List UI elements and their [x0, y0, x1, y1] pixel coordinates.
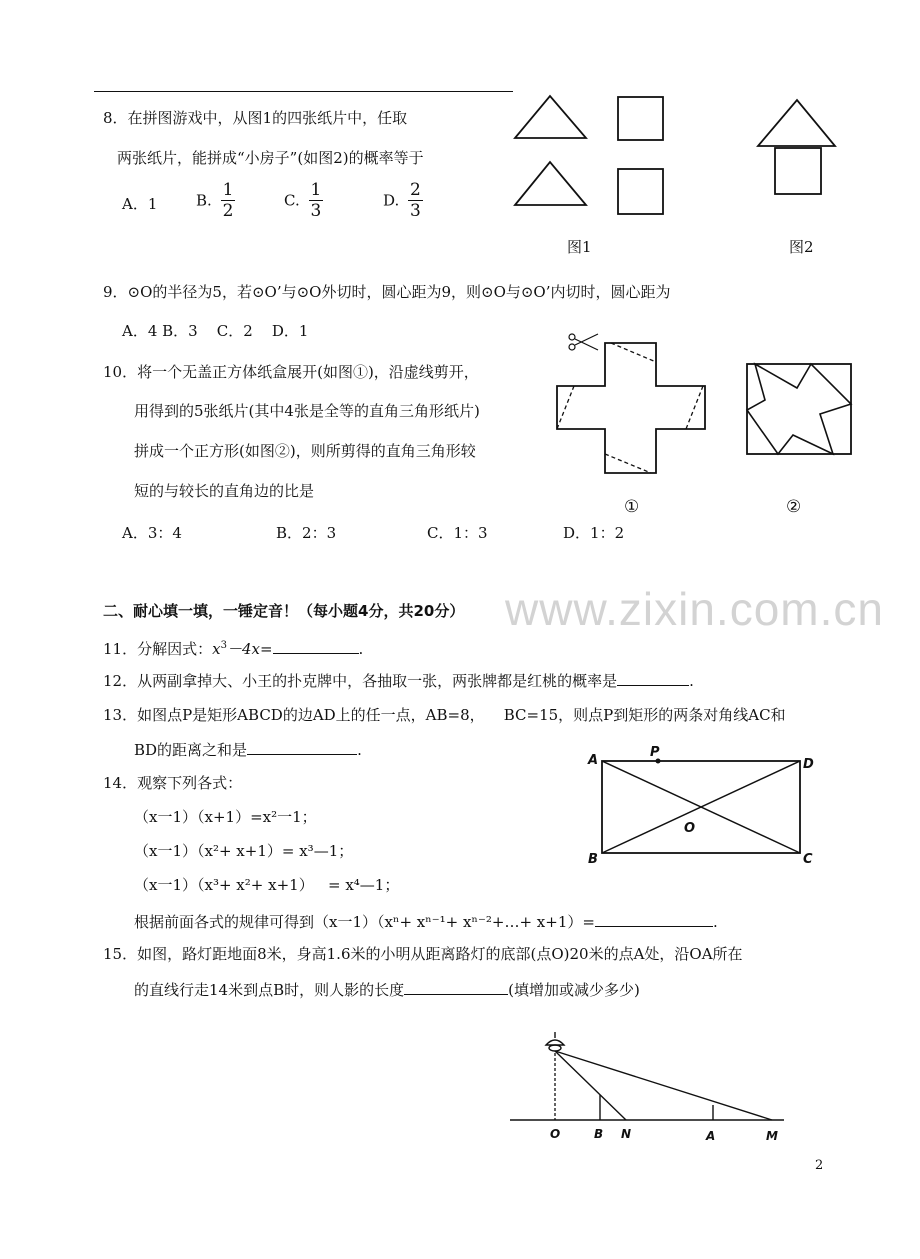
q10-line4: 短的与较长的直角边的比是	[134, 482, 315, 500]
lamp-icon	[546, 1032, 564, 1051]
q10-option-a: A．3：4	[122, 524, 182, 542]
q11-expr-x: x	[212, 640, 221, 658]
q11-expr-rest: －4x	[226, 640, 260, 658]
q10-line1: 10．将一个无盖正方体纸盒展开(如图①)，沿虚线剪开，	[103, 363, 479, 381]
q14-equation-1: （x一1）（x+1）=x²一1；	[134, 808, 317, 826]
q8-figure-2-caption: 图2	[789, 238, 814, 256]
page-number: 2	[815, 1158, 824, 1173]
q8-fraction-c-den: 3	[310, 201, 322, 221]
scissors-icon	[569, 334, 598, 350]
triangle-piece-1	[515, 96, 586, 138]
cross-net-outline	[557, 343, 705, 473]
q15-line2-end: (填增加或减少多少)	[508, 981, 640, 999]
q15-answer-blank[interactable]	[404, 978, 508, 995]
q11-answer-blank[interactable]	[273, 637, 359, 654]
q14-equation-2: （x一1）（x²+ x+1）= x³—1；	[134, 842, 354, 860]
q13-end: .	[357, 741, 362, 759]
house-roof	[758, 100, 835, 146]
label-c: C	[803, 852, 813, 867]
q14-rule-line	[134, 910, 718, 932]
q13-line1: 13．如图点P是矩形ABCD的边AD上的任一点，AB=8， BC=15，则点P到矩形的两条对角线AC和	[103, 706, 786, 724]
q14-title: 14．观察下列各式：	[103, 774, 243, 792]
q15-line2-text: 的直线行走14米到点B时，则人影的长度	[134, 981, 405, 999]
q11-line	[103, 636, 363, 659]
light-ray-to-n	[555, 1051, 626, 1120]
q13-answer-blank[interactable]	[247, 738, 357, 755]
assembled-inner-star	[747, 364, 851, 454]
q12-end: .	[689, 672, 694, 690]
q10-option-d: D．1：2	[563, 524, 625, 542]
q10-figure-1	[555, 328, 710, 478]
q10-option-b: B．2：3	[276, 524, 337, 542]
q12-text: 12．从两副拿掉大、小王的扑克牌中，各抽取一张，两张牌都是红桃的概率是	[103, 672, 618, 690]
house-body	[775, 148, 821, 194]
q13-line2	[134, 738, 362, 760]
q8-option-c	[284, 180, 323, 221]
q8-fraction-d	[408, 180, 423, 221]
q14-end: .	[712, 913, 718, 931]
q15-lamp-figure	[508, 1025, 788, 1150]
q13-rectangle-figure	[584, 742, 814, 868]
q11-equals: =	[259, 640, 273, 658]
label-p: P	[650, 745, 660, 760]
label-n: N	[621, 1127, 632, 1141]
q8-figure-2	[755, 96, 840, 200]
label-a: A	[588, 753, 599, 768]
label-m: M	[766, 1129, 778, 1143]
q14-rule: 根据前面各式的规律可得到（x一1）（xⁿ+ xⁿ⁻¹+ xⁿ⁻²+…+ x+1）=	[134, 913, 595, 931]
q8-option-b-label: B.	[196, 191, 212, 210]
q8-option-d-label: D.	[383, 191, 400, 210]
q15-line1: 15．如图，路灯距地面8米，身高1.6米的小明从距离路灯的底部(点O)20米的点A处，沿OA所在	[103, 945, 743, 963]
q8-option-a: A．1	[122, 195, 158, 213]
label-o: O	[684, 821, 696, 836]
q9-options: A．4 B．3 C．2 D．1	[122, 322, 309, 340]
q8-line1: 8．在拼图游戏中，从图1的四张纸片中，任取	[103, 109, 408, 127]
triangle-piece-2	[515, 162, 586, 205]
square-piece-1	[618, 97, 663, 140]
q13-line2-text: BD的距离之和是	[134, 741, 248, 759]
q11-end: .	[358, 640, 364, 658]
q8-option-c-label: C.	[284, 191, 300, 210]
light-ray-to-m	[555, 1051, 772, 1120]
q12-answer-blank[interactable]	[617, 669, 689, 686]
label-a: A	[706, 1129, 716, 1143]
label-b: B	[594, 1127, 604, 1141]
q8-fraction-d-den: 3	[410, 201, 421, 221]
q12-line	[103, 669, 694, 691]
q8-line2: 两张纸片，能拼成“小房子”(如图2)的概率等于	[117, 149, 424, 167]
watermark: www.zixin.com.cn	[505, 583, 884, 635]
q14-answer-blank[interactable]	[595, 910, 713, 927]
q8-option-d	[383, 180, 423, 221]
q8-fraction-c-num: 1	[310, 180, 322, 200]
q11-expr-exponent: 3	[220, 640, 227, 651]
q14-equation-3: （x一1）（x³+ x²+ x+1） = x⁴—1；	[134, 876, 400, 894]
label-b: B	[588, 852, 598, 867]
q15-line2	[134, 978, 640, 1000]
q10-figure-1-caption: ①	[624, 497, 640, 517]
q10-figure-2-caption: ②	[786, 497, 802, 517]
q10-line2: 用得到的5张纸片(其中4张是全等的直角三角形纸片)	[134, 402, 480, 420]
q8-figure-1-caption: 图1	[567, 238, 592, 256]
q8-option-b	[196, 180, 235, 221]
dashed-cut-lines	[557, 343, 703, 473]
q8-fraction-c	[309, 180, 324, 221]
section-2-title: 二、耐心填一填，一锤定音！（每小题4分，共20分）	[103, 602, 465, 620]
q9-text: 9．⊙O的半径为5，若⊙O’与⊙O外切时，圆心距为9，则⊙O与⊙O’内切时，圆心距为	[103, 283, 671, 301]
q8-fraction-d-num: 2	[410, 180, 421, 200]
q10-option-c: C．1：3	[427, 524, 488, 542]
q10-line3: 拼成一个正方形(如图②)，则所剪得的直角三角形较	[134, 442, 476, 460]
q8-fraction-b-den: 2	[222, 201, 234, 221]
q10-figure-2	[745, 362, 855, 458]
label-o: O	[550, 1127, 561, 1141]
label-d: D	[803, 757, 814, 772]
q11-prefix: 11．分解因式：	[103, 640, 213, 658]
q8-fraction-b	[221, 180, 236, 221]
q8-fraction-b-num: 1	[222, 180, 234, 200]
q8-figure-1	[510, 90, 680, 220]
square-piece-2	[618, 169, 663, 214]
top-rule	[94, 91, 513, 92]
